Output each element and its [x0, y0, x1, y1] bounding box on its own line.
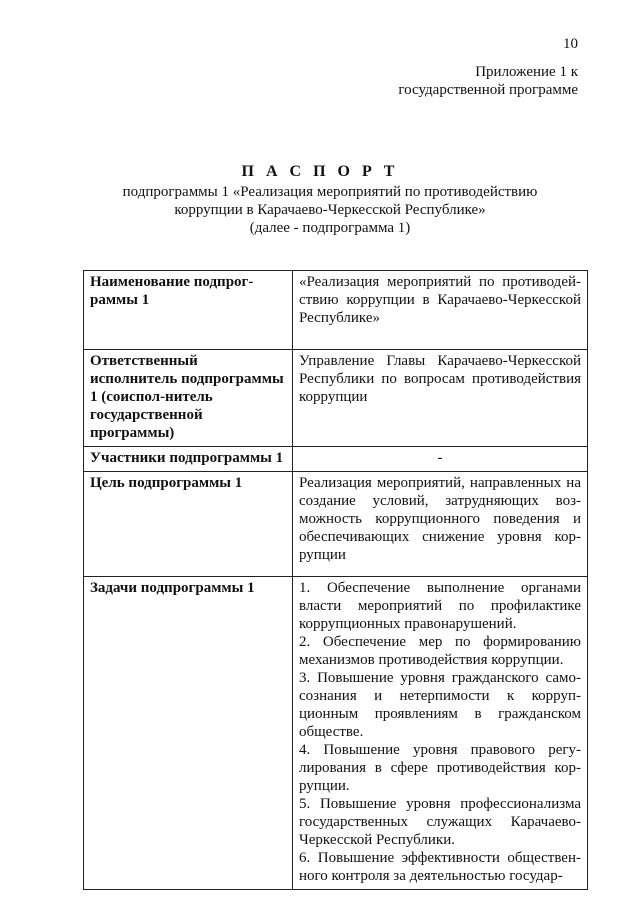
appendix-note [398, 63, 578, 99]
task-item: 5. Повышение уровня профессионализма государственных служащих Карачаево-Черкесской Республики. [299, 796, 581, 848]
row-value: «Реализация мероприятий по противодей-ствию коррупции в Карачаево-Черкесской Республике» [293, 271, 588, 350]
row-value: - [293, 447, 588, 472]
row-label: Задачи подпрограммы 1 [84, 577, 293, 890]
table-row-goal [84, 472, 588, 577]
subprogram-title-line-2: коррупции в Карачаево-Черкесской Республике» [174, 202, 486, 218]
table-row-tasks [84, 577, 588, 890]
subprogram-title-line-3: (далее - подпрограмма 1) [249, 220, 411, 236]
task-item: 6. Повышение эффективности обществен-ного контроля за деятельностью государ- [299, 850, 581, 884]
row-label: Ответственный исполнитель подпрограммы 1 (соиспол-нитель государственной программы) [84, 350, 293, 447]
table-row-participants [84, 447, 588, 472]
row-value: Реализация мероприятий, направленных на создание условий, затрудняющих воз-можность коррупционного поведения и обеспечивающих снижение уровня кор-рупции [293, 472, 588, 577]
task-item: 1. Обеспечение выполнение органами власти мероприятий по профилактике коррупционных правонарушений. [299, 580, 581, 632]
task-item: 3. Повышение уровня гражданского само-сознания и нетерпимости к корруп-ционным проявлениям в гражданском обществе. [299, 670, 581, 740]
appendix-line-2: государственной программе [398, 82, 578, 98]
page-number: 10 [563, 36, 578, 52]
subprogram-title [80, 183, 580, 237]
row-label: Участники подпрограммы 1 [84, 447, 293, 472]
task-item: 2. Обеспечение мер по формированию механизмов противодействия коррупции. [299, 634, 581, 668]
passport-table [83, 270, 588, 890]
row-value [293, 577, 588, 890]
row-label: Цель подпрограммы 1 [84, 472, 293, 577]
row-value: Управление Главы Карачаево-Черкесской Республики по вопросам противодействия коррупции [293, 350, 588, 447]
table-row-name [84, 271, 588, 350]
table-row-executor [84, 350, 588, 447]
appendix-line-1: Приложение 1 к [475, 64, 578, 80]
row-label: Наименование подпрог-раммы 1 [84, 271, 293, 350]
subprogram-title-line-1: подпрограммы 1 «Реализация мероприятий по противодействию [122, 184, 538, 200]
passport-heading: П А С П О Р Т [241, 163, 399, 180]
task-item: 4. Повышение уровня правового регу-лирования в сфере противодействия кор-рупции. [299, 742, 581, 794]
